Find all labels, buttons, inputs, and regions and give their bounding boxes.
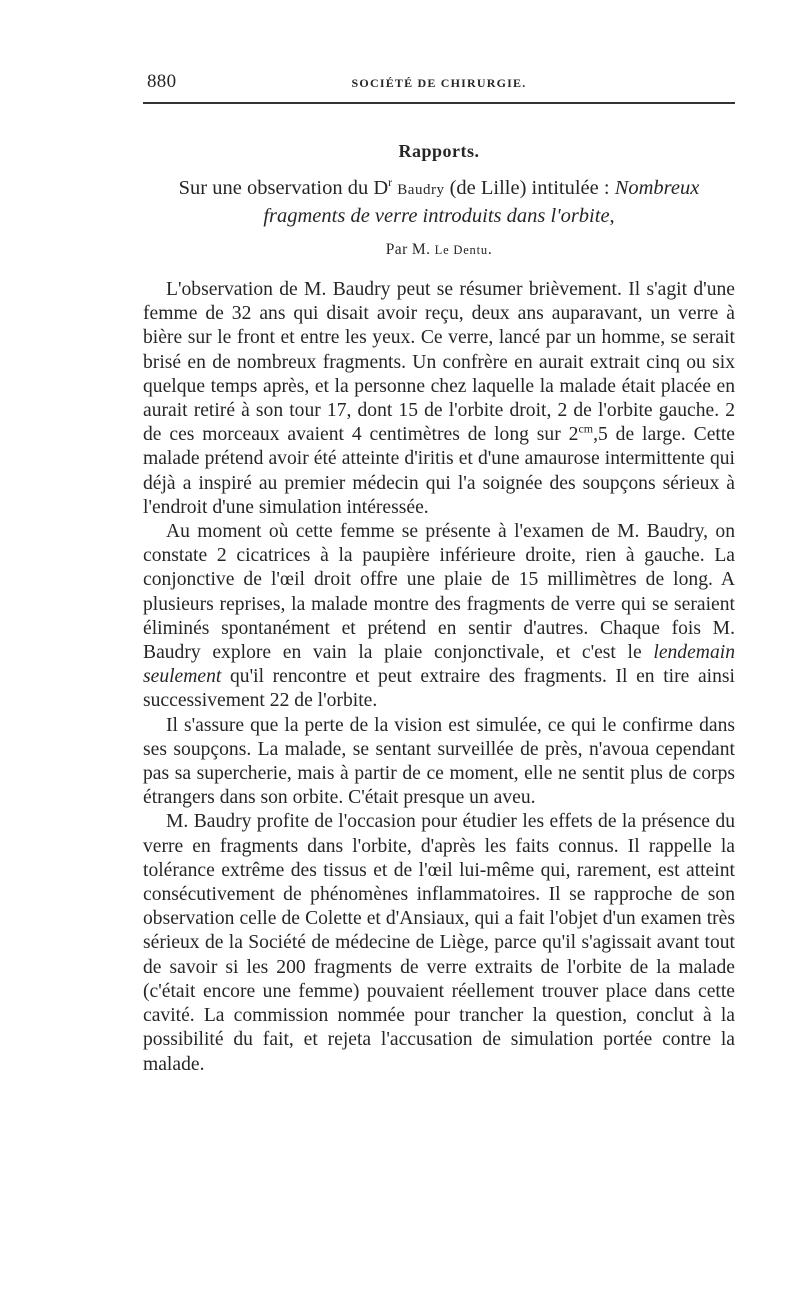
paragraph-2-text-a: Au moment où cette femme se présente à l'examen de M. Baudry, on constate 2 cicatrices à la paupière inférieure droite, rien à gauche. La conjonctive de l'œil droit offre une plaie de 15 millimètres de long. A plusieurs reprises, la malade montre des fragments de verre qui se seraient éliminés spontanément et prétend en sentir d'autres. Chaque fois M. Baudry explore en vain la plaie conjonctivale, et c'est le bbox=[143, 521, 735, 664]
article-title bbox=[143, 175, 735, 229]
document-page bbox=[143, 62, 735, 1077]
title-superscript: r bbox=[388, 175, 393, 190]
paragraph-2 bbox=[143, 520, 735, 714]
paragraph-1-text-b: ,5 de large. Cette malade prétend avoir été atteinte d'iritis et d'une amaurose intermittente qui déjà a inspiré au premier médecin qui l'a soignée des soupçons sérieux à l'endroit d'une simulation intéressée. bbox=[143, 424, 735, 518]
byline-prefix: Par M. bbox=[385, 241, 435, 258]
byline-end: . bbox=[487, 241, 493, 258]
title-italic: Nombreux fragments de verre introduits dans l'orbite bbox=[263, 177, 700, 227]
paragraph-2-text-b: qu'il rencontre et peut extraire des fragments. Il en tire ainsi successivement 22 de l'orbite. bbox=[143, 666, 735, 712]
byline-author: Le Dentu bbox=[434, 243, 488, 257]
page-number: 880 bbox=[147, 71, 177, 92]
paragraph-4: M. Baudry profite de l'occasion pour étudier les effets de la présence du verre en fragments dans l'orbite, d'après les faits connus. Il rappelle la tolérance extrême des tissus et de l'œil lui-même qui, rarement, est atteint consécutivement de phénomènes inflammatoires. Il se rapproche de son observation celle de Colette et d'Ansiaux, qui a fait l'objet d'un examen très sérieux de la Société de médecine de Liège, parce qu'il s'agissait avant tout de savoir si les 200 fragments de verre extraits de l'orbite de la malade (c'était encore une femme) pouvaient réellement trouver place dans cette cavité. La commission nommée pour trancher la question, conclut à la possibilité du fait, et rejeta l'accusation de simulation portée contre la malade. bbox=[143, 811, 735, 1075]
byline bbox=[143, 241, 735, 259]
title-prefix: Sur une observation du D bbox=[178, 177, 389, 199]
paragraph-1 bbox=[143, 278, 735, 520]
running-header bbox=[143, 62, 735, 104]
journal-title: SOCIÉTÉ DE CHIRURGIE. bbox=[351, 76, 527, 90]
section-title: Rapports. bbox=[398, 141, 480, 161]
paragraph-1-superscript: cm bbox=[578, 421, 594, 436]
article-body bbox=[143, 278, 735, 1077]
title-end: , bbox=[609, 205, 615, 227]
title-author: Baudry bbox=[397, 182, 445, 198]
title-middle: (de Lille) intitulée : bbox=[444, 177, 615, 199]
paragraph-3: Il s'assure que la perte de la vision est simulée, ce qui le confirme dans ses soupçons. La malade, se sentant surveillée de près, n'avoua cependant pas sa supercherie, mais à partir de ce moment, elle ne sentit plus de corps étrangers dans son orbite. C'était presque un aveu. bbox=[143, 714, 735, 809]
paragraph-2-italic: lendemain seulement bbox=[143, 642, 735, 688]
paragraph-1-text-a: L'observation de M. Baudry peut se résumer brièvement. Il s'agit d'une femme de 32 ans qui disait avoir reçu, deux ans auparavant, un verre à bière sur le front et entre les yeux. Ce verre, lancé par un homme, se serait brisé en de nombreux fragments. Un confrère en aurait extrait cinq ou six quelque temps après, et la personne chez laquelle la malade était placée en aurait retiré à son tour 17, dont 15 de l'orbite droit, 2 de l'orbite gauche. 2 de ces morceaux avaient 4 centimètres de long sur 2 bbox=[143, 279, 735, 446]
